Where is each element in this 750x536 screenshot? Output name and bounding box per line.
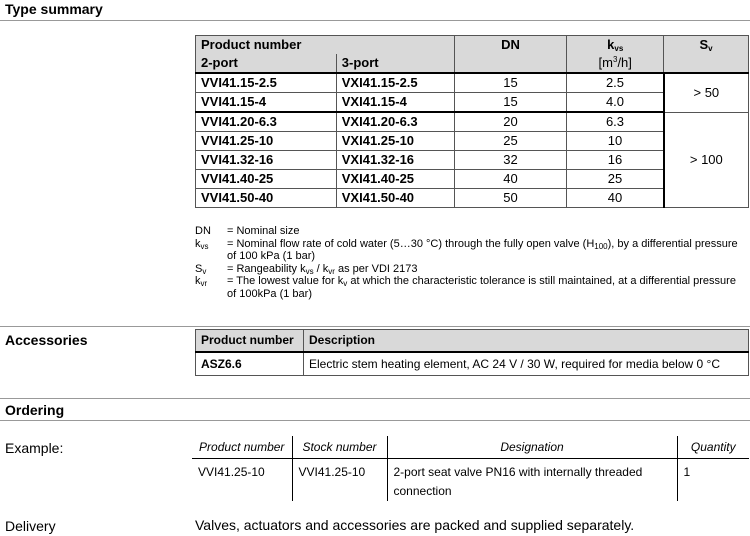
cell-kvs: 40 <box>567 189 664 208</box>
header-product-number: Product number <box>196 330 304 352</box>
ordering-header <box>192 436 749 458</box>
cell-3-port: VXI41.50-40 <box>336 189 454 208</box>
cell-2-port: VVI41.15-2.5 <box>196 73 337 93</box>
cell-3-port: VXI41.15-4 <box>336 93 454 113</box>
cell-3-port: VXI41.32-16 <box>336 151 454 170</box>
header-product-number: Product number <box>196 36 455 55</box>
accessories-title: Accessories <box>5 332 88 348</box>
type-table-header <box>196 36 749 55</box>
cell-kvs: 4.0 <box>567 93 664 113</box>
header-kvs: $k_{vs}$ <box>567 36 664 55</box>
header-description: Description <box>304 330 749 352</box>
header-2-port: 2-port <box>196 54 337 73</box>
cell-kvs: 10 <box>567 132 664 151</box>
cell-quantity: 1 <box>683 464 691 479</box>
cell-sv-group-1: > 50 <box>664 73 749 112</box>
cell-kvs: 25 <box>567 170 664 189</box>
cell-2-port: VVI41.50-40 <box>196 189 337 208</box>
cell-2-port: VVI41.40-25 <box>196 170 337 189</box>
header-dn: DN <box>454 36 567 74</box>
cell-sv-group-2: > 100 <box>664 112 749 208</box>
legend-kvr: $k_{vr}$ = The lowest value for $k_v$ at which the characteristic tolerance is still maintained, at a differential pressure of 100kPa (1 bar) <box>195 275 736 300</box>
cell-product: VVI41.25-10 <box>192 458 292 501</box>
header-stock-number: Stock number <box>292 436 387 458</box>
header-sv: $S_v$ <box>664 36 749 74</box>
cell-kvs: 16 <box>567 151 664 170</box>
cell-3-port: VXI41.40-25 <box>336 170 454 189</box>
cell-description: Electric stem heating element, AC 24 V / 30 W, required for media below 0 °C <box>304 352 749 376</box>
type-summary-rule <box>0 20 750 21</box>
legend-sv: $S_v$ = Rangeability $k_{vs} / k_{vr}$ as per VDI 2173 <box>195 262 418 276</box>
type-summary-table <box>195 35 749 208</box>
header-kvs-unit: $[m^3/h]$ <box>567 54 664 73</box>
accessories-table <box>195 329 749 376</box>
cell-dn: 15 <box>454 73 567 93</box>
cell-dn: 50 <box>454 189 567 208</box>
ordering-table <box>192 436 749 501</box>
example-label: Example: <box>5 440 64 456</box>
cell-dn: 32 <box>454 151 567 170</box>
table-row <box>196 112 749 132</box>
header-product-number: Product number <box>192 436 292 458</box>
cell-stock: VVI41.25-10 <box>292 458 387 501</box>
legend <box>195 225 740 300</box>
cell-2-port: VVI41.15-4 <box>196 93 337 113</box>
cell-designation: 2-port seat valve PN16 with internally threaded connection <box>387 458 677 501</box>
table-row <box>196 73 749 93</box>
legend-kvs: $k_{vs}$ = Nominal flow rate of cold water (5…30 °C) through the fully open valve $(H_{100})$, by a differential pressure of 100 kPa (1 bar) <box>195 237 738 262</box>
accessories-rule <box>0 326 750 327</box>
delivery-label: Delivery <box>5 518 56 534</box>
accessories-header <box>196 330 749 352</box>
cell-kvs: 2.5 <box>567 73 664 93</box>
table-row <box>196 352 749 376</box>
cell-2-port: VVI41.32-16 <box>196 151 337 170</box>
legend-dn: DN = Nominal size <box>195 225 300 237</box>
ordering-rule <box>0 420 750 421</box>
cell-dn: 25 <box>454 132 567 151</box>
cell-product: ASZ6.6 <box>196 352 304 376</box>
header-3-port: 3-port <box>336 54 454 73</box>
type-summary-title: Type summary <box>5 1 103 17</box>
table-row <box>192 458 749 501</box>
cell-2-port: VVI41.20-6.3 <box>196 112 337 132</box>
ordering-top-rule <box>0 398 750 399</box>
cell-3-port: VXI41.25-10 <box>336 132 454 151</box>
header-quantity: Quantity <box>677 436 749 458</box>
cell-3-port: VXI41.15-2.5 <box>336 73 454 93</box>
cell-dn: 20 <box>454 112 567 132</box>
cell-2-port: VVI41.25-10 <box>196 132 337 151</box>
cell-dn: 40 <box>454 170 567 189</box>
ordering-title: Ordering <box>5 402 65 418</box>
cell-kvs: 6.3 <box>567 112 664 132</box>
header-designation: Designation <box>387 436 677 458</box>
cell-3-port: VXI41.20-6.3 <box>336 112 454 132</box>
delivery-text: Valves, actuators and accessories are packed and supplied separately. <box>195 517 635 533</box>
cell-dn: 15 <box>454 93 567 113</box>
